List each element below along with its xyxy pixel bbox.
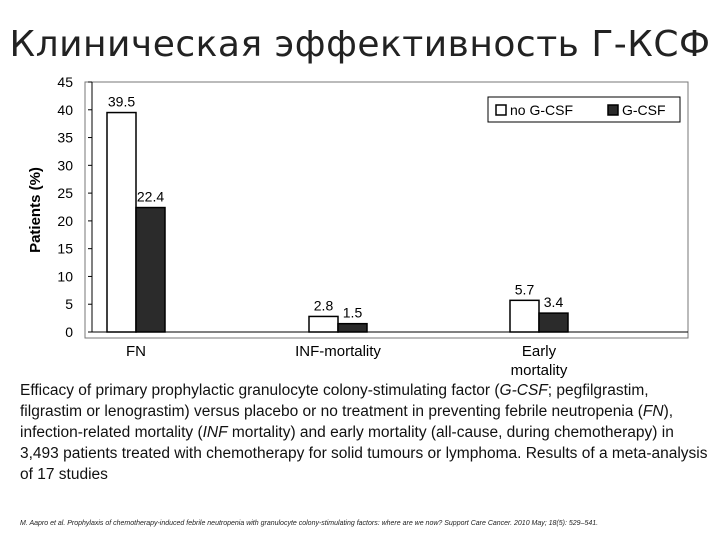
caption-italic-fn: FN <box>642 403 664 420</box>
caption-italic-inf: INF <box>202 424 228 441</box>
bar-value-label: 5.7 <box>514 281 535 298</box>
y-tick-label: 45 <box>57 74 73 90</box>
y-tick-label: 35 <box>57 129 73 146</box>
bar-no-gcsf <box>309 316 338 332</box>
bar-value-label: 3.4 <box>543 294 564 311</box>
caption-part-4: mortality) and early mortality (all-cause, during chemotherapy) in 3,493 patients treated with chemotherapy for solid tumours or lymphoma. Results of a meta-analysis of 17 studies <box>20 424 708 483</box>
y-tick-label: 5 <box>65 296 73 313</box>
bar-no-gcsf <box>107 113 136 332</box>
caption-part-3: ), infection-related mortality ( <box>20 403 674 441</box>
legend-swatch <box>608 105 618 115</box>
legend-swatch <box>496 105 506 115</box>
bar-no-gcsf <box>510 300 539 332</box>
y-tick-label: 30 <box>57 157 73 174</box>
category-label: INF-mortality <box>295 343 381 360</box>
bar-value-label: 39.5 <box>107 93 136 110</box>
source-reference: M. Aapro et al. Prophylaxis of chemotherapy-induced febrile neutropenia with granulocyte colony-stimulating factors: where are we now? Support Care Cancer. 2010 May; 18(5): 529–541. <box>20 520 599 527</box>
bar-value-label: 1.5 <box>342 304 363 321</box>
legend-label: no G-CSF <box>510 102 574 118</box>
bar-value-label: 22.4 <box>136 188 165 205</box>
category-label: FN <box>126 343 146 360</box>
caption-italic-gcsf: G-CSF <box>499 382 548 399</box>
caption-part-2: ; pegfilgrastim, filgrastim or lenograstim) versus placebo or no treatment in preventing febrile neutropenia ( <box>20 382 649 420</box>
y-tick-label: 15 <box>57 240 73 257</box>
caption-part-1: Efficacy of primary prophylactic granulocyte colony-stimulating factor ( <box>20 382 500 399</box>
legend-label: G-CSF <box>622 102 666 118</box>
category-label: mortality <box>510 362 568 379</box>
y-tick-label: 10 <box>57 268 73 285</box>
y-tick-label: 0 <box>65 324 73 340</box>
bar-value-label: 2.8 <box>313 297 334 314</box>
y-tick-label: 20 <box>57 212 73 229</box>
y-tick-label: 40 <box>57 101 73 118</box>
category-label: Early <box>521 343 557 360</box>
y-axis-label: Patients (%) <box>27 167 44 253</box>
bar-gcsf <box>338 324 367 332</box>
legend <box>488 97 680 122</box>
figure-caption <box>20 380 710 485</box>
slide-title: Клиническая эффективность Г-КСФ <box>9 24 711 65</box>
category-labels <box>126 343 568 379</box>
bar-gcsf <box>539 313 568 332</box>
bar-gcsf <box>136 208 165 332</box>
y-tick-label: 25 <box>57 185 73 202</box>
